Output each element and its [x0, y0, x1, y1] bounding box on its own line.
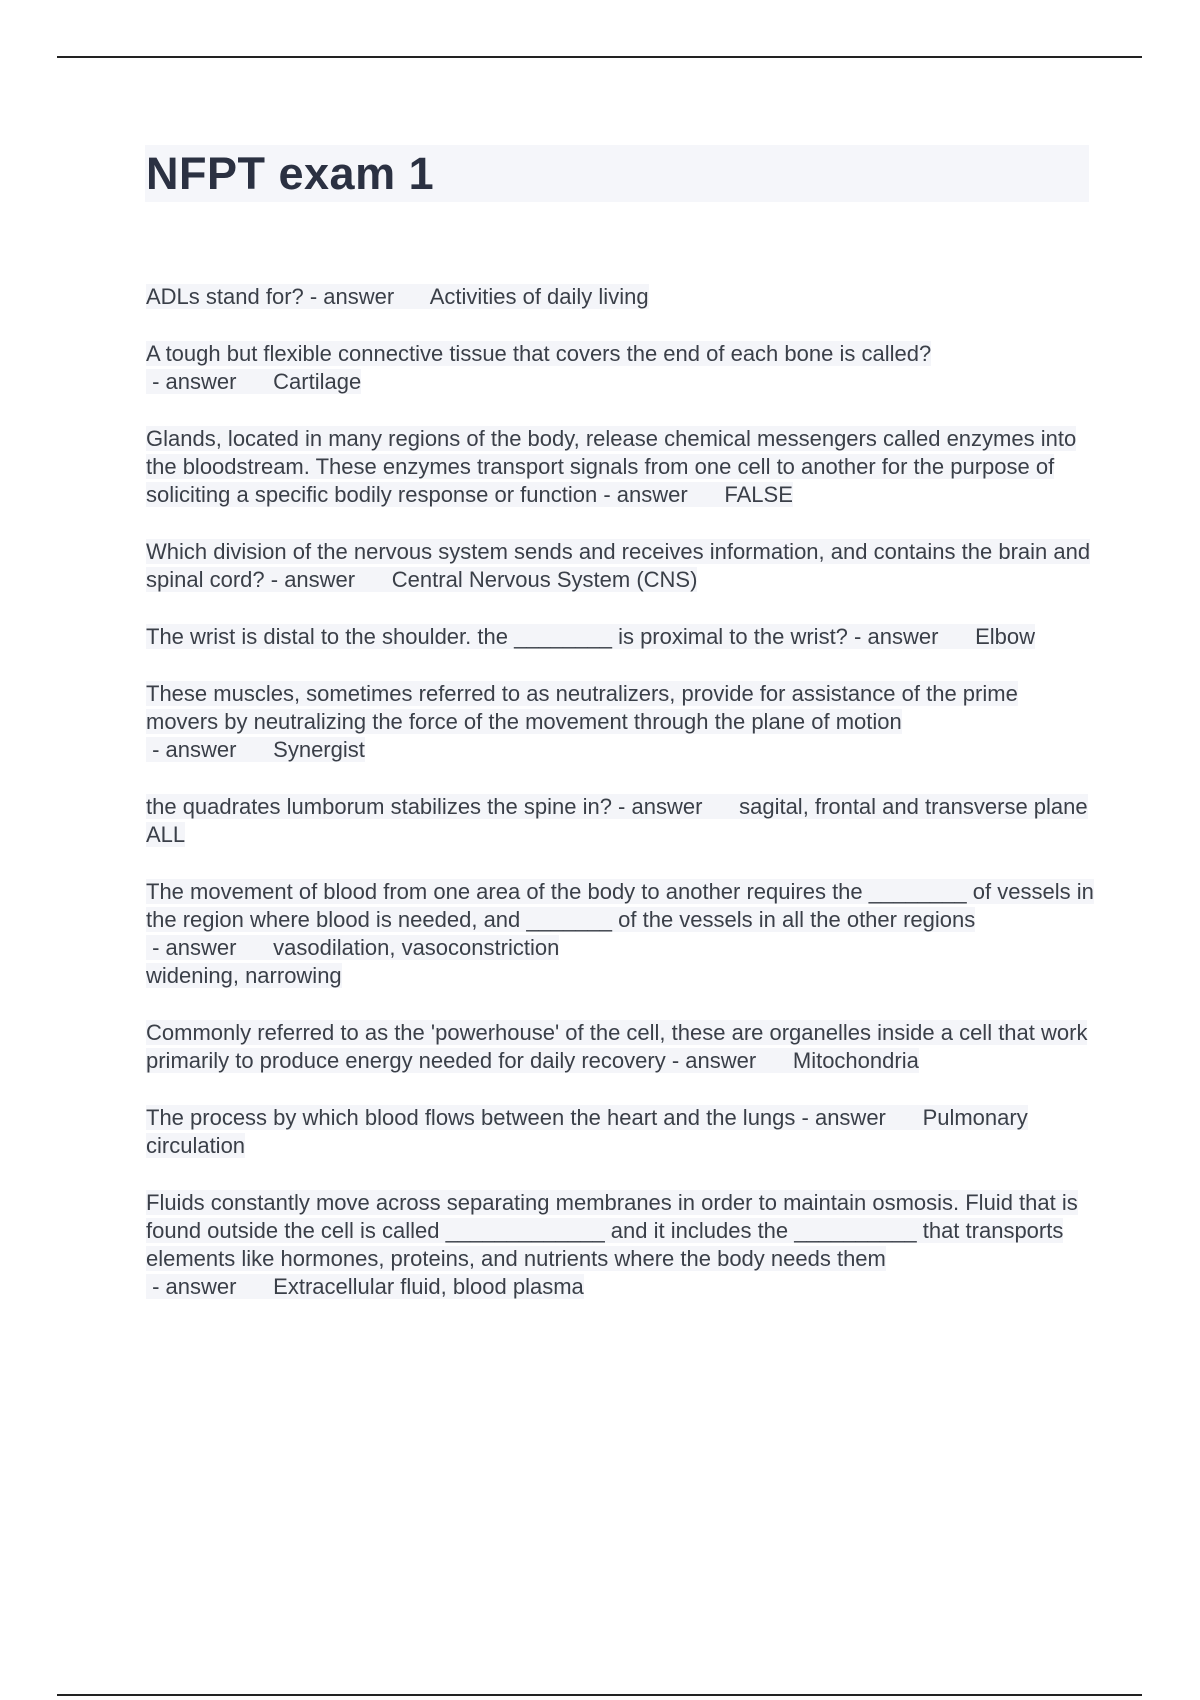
answer-separator: - answer	[146, 1274, 274, 1299]
answer-extra-text: widening, narrowing	[146, 963, 342, 988]
answer-text: Extracellular fluid, blood plasma	[273, 1274, 584, 1299]
qa-item-11	[146, 1189, 1096, 1301]
answer-text: sagital, frontal and transverse plane	[739, 794, 1088, 819]
qa-item-10	[146, 1104, 1096, 1160]
answer-text: Elbow	[975, 624, 1035, 649]
question-text: Fluids constantly move across separating membranes in order to maintain osmosis. Fluid that is found outside the cell is called _____________ and it includes the __________ that transports elements like hormones, proteins, and nutrients where the body needs them	[146, 1190, 1078, 1271]
answer-separator: - answer	[597, 482, 725, 507]
answer-text: Mitochondria	[792, 1048, 919, 1073]
question-text: The wrist is distal to the shoulder. the ________ is proximal to the wrist?	[146, 624, 848, 649]
bottom-rule	[57, 1694, 1142, 1696]
question-text: A tough but flexible connective tissue that covers the end of each bone is called?	[146, 341, 932, 366]
answer-separator: - answer	[264, 567, 392, 592]
page-title: NFPT exam 1	[146, 148, 435, 199]
answer-separator: - answer	[146, 935, 274, 960]
qa-item-1	[146, 283, 1096, 311]
qa-item-2	[146, 340, 1096, 396]
answer-text: vasodilation, vasoconstriction	[273, 935, 560, 960]
question-text: Commonly referred to as the 'powerhouse' of the cell, these are organelles inside a cell that work primarily to produce energy needed for daily recovery	[146, 1020, 1088, 1073]
question-text: ADLs stand for?	[146, 284, 304, 309]
qa-item-7	[146, 793, 1096, 849]
qa-item-5	[146, 623, 1096, 651]
answer-text: FALSE	[724, 482, 793, 507]
qa-item-9	[146, 1019, 1096, 1075]
question-text: The movement of blood from one area of the body to another requires the ________ of vessels in the region where blood is needed, and _______ of the vessels in all the other regions	[146, 879, 1094, 932]
qa-list	[146, 283, 1096, 1330]
answer-separator: - answer	[146, 737, 274, 762]
qa-item-4	[146, 538, 1096, 594]
answer-extra-line	[146, 962, 1096, 990]
qa-item-6	[146, 680, 1096, 764]
question-text: The process by which blood flows between the heart and the lungs	[146, 1105, 796, 1130]
qa-item-8	[146, 878, 1096, 990]
answer-separator: - answer	[611, 794, 740, 819]
answer-text: Activities of daily living	[429, 284, 649, 309]
question-text: These muscles, sometimes referred to as neutralizers, provide for assistance of the prime movers by neutralizing the force of the movement through the plane of motion	[146, 681, 1018, 734]
question-text: Which division of the nervous system sends and receives information, and contains the brain and spinal cord?	[146, 539, 1091, 592]
question-text: the quadrates lumborum stabilizes the spine in?	[146, 794, 612, 819]
answer-extra-line	[146, 821, 1096, 849]
answer-text: Cartilage	[273, 369, 362, 394]
answer-text: Central Nervous System (CNS)	[391, 567, 698, 592]
answer-separator: - answer	[847, 624, 976, 649]
answer-extra-text: ALL	[146, 822, 186, 847]
answer-separator: - answer	[303, 284, 430, 309]
answer-text: Synergist	[273, 737, 365, 762]
answer-separator: - answer	[795, 1105, 923, 1130]
answer-text: Pulmonary circulation	[146, 1105, 1028, 1158]
qa-item-3	[146, 425, 1096, 509]
top-rule	[57, 56, 1142, 58]
answer-separator: - answer	[665, 1048, 793, 1073]
question-text: Glands, located in many regions of the body, release chemical messengers called enzymes into the bloodstream. These enzymes transport signals from one cell to another for the purpose of soliciting a specific bodily response or function	[146, 426, 1077, 507]
answer-separator: - answer	[146, 369, 274, 394]
